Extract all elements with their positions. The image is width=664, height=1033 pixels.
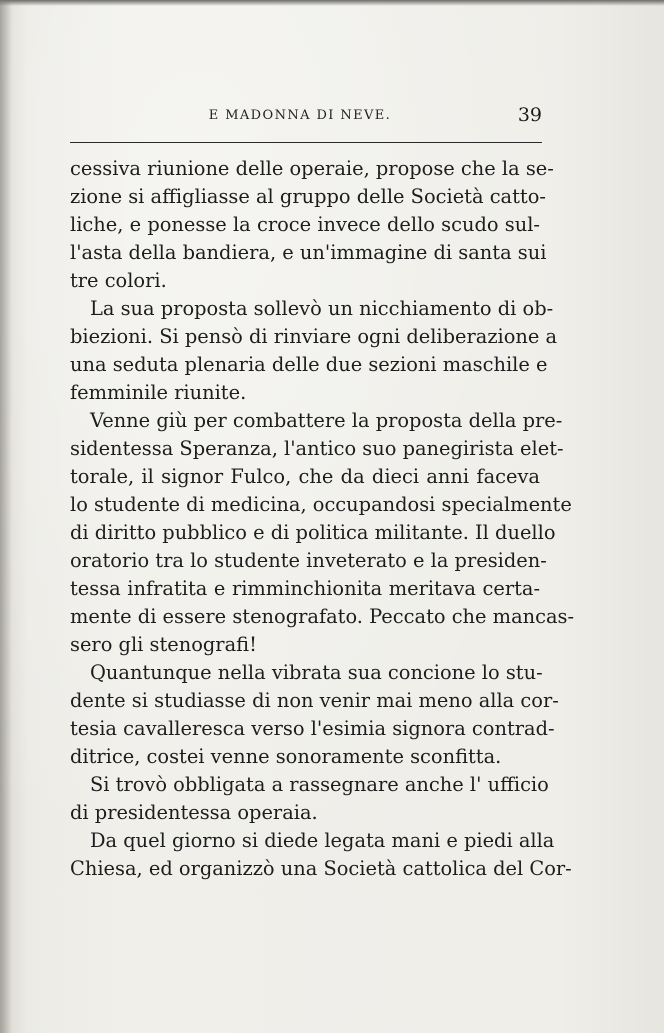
text-line: torale, il signor Fulco, che da dieci anni faceva [70, 465, 540, 488]
text-line: femminile riunite. [70, 381, 247, 404]
text-line: biezioni. Si pensò di rinviare ogni deliberazione a [70, 325, 558, 348]
text-line: Chiesa, ed organizzò una Società cattolica del Cor- [70, 857, 572, 880]
text-line: tessa infratita e rimminchionita meritava certa- [70, 577, 540, 600]
text-line: zione si affigliasse al gruppo delle Società catto- [70, 185, 546, 208]
text-line: tesia cavalleresca verso l'esimia signora contrad- [70, 717, 555, 740]
text-line: Venne giù per combattere la proposta della pre- [90, 409, 563, 432]
scan-top-shadow [0, 0, 664, 6]
text-line: lo studente di medicina, occupandosi specialmente [70, 493, 572, 516]
body-text [70, 155, 575, 883]
text-line: Si trovò obbligata a rassegnare anche l' ufficio [90, 773, 549, 796]
scan-left-edge [0, 0, 12, 1033]
text-line: di presidentessa operaia. [70, 801, 318, 824]
text-line: Quantunque nella vibrata sua concione lo stu- [90, 661, 543, 684]
text-line: l'asta della bandiera, e un'immagine di santa sui [70, 241, 547, 264]
text-line: sero gli stenografi! [70, 633, 257, 656]
page-number: 39 [517, 104, 542, 126]
text-line: liche, e ponesse la croce invece dello scudo sul- [70, 213, 540, 236]
header-rule [70, 142, 542, 143]
text-line: dente si studiasse di non venir mai meno alla cor- [70, 689, 559, 712]
text-line: ditrice, costei venne sonoramente sconfitta. [70, 745, 502, 768]
text-line: mente di essere stenografato. Peccato che mancas- [70, 605, 575, 628]
text-line: di diritto pubblico e di politica militante. Il duello [70, 521, 556, 544]
text-line: una seduta plenaria delle due sezioni maschile e [70, 353, 548, 376]
text-line: cessiva riunione delle operaie, propose che la se- [70, 157, 554, 180]
text-line: sidentessa Speranza, l'antico suo panegirista elet- [70, 437, 564, 460]
text-line: Da quel giorno si diede legata mani e piedi alla [90, 829, 555, 852]
text-line: oratorio tra lo studente inveterato e la presiden- [70, 549, 547, 572]
text-line: tre colori. [70, 269, 167, 292]
running-title: E MADONNA DI NEVE. [208, 108, 392, 123]
text-line: La sua proposta sollevò un nicchiamento di ob- [90, 297, 554, 320]
page-header [70, 104, 542, 134]
